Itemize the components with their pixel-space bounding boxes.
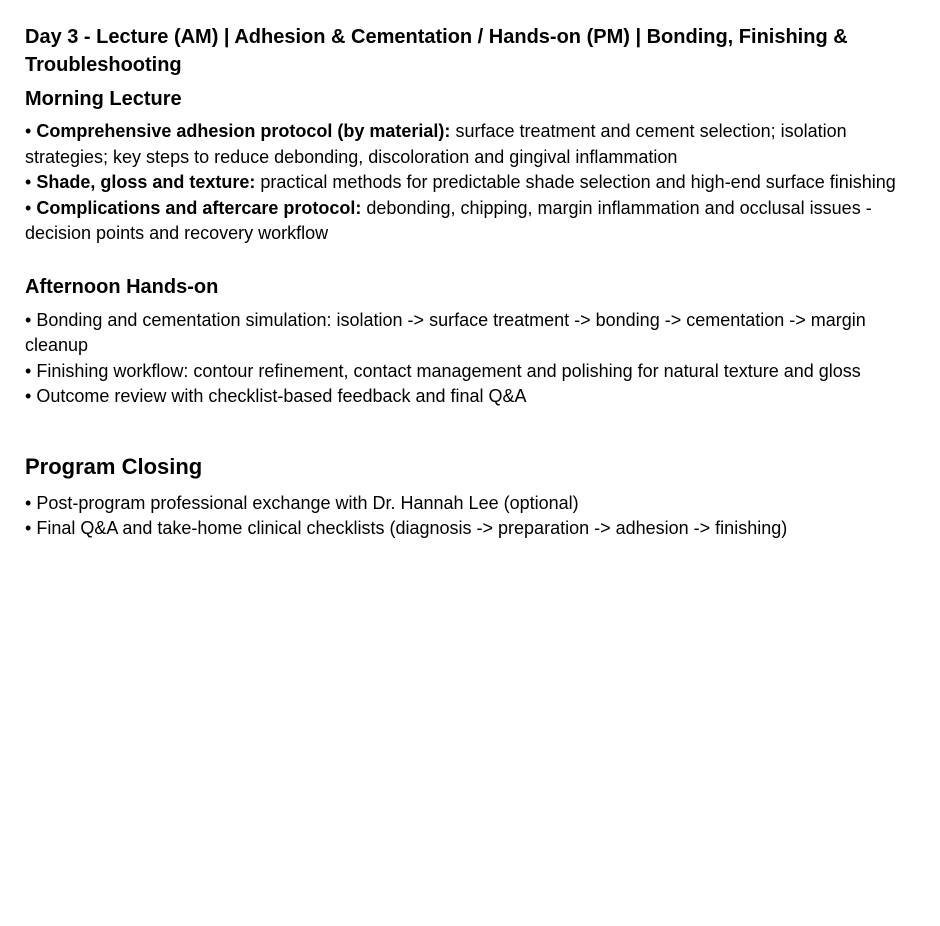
- bullet-icon: •: [25, 386, 32, 406]
- bullet-icon: •: [25, 360, 32, 381]
- program-closing-heading: Program Closing: [25, 453, 203, 479]
- morning-lecture-heading: Morning Lecture: [25, 88, 182, 110]
- list-item: [25, 308, 914, 359]
- item-text: Outcome review with checklist-based feedback and final Q&A: [36, 386, 527, 406]
- morning-lecture-list: [25, 119, 914, 247]
- list-item: [25, 384, 914, 410]
- list-item: [25, 516, 914, 542]
- bullet-icon: •: [25, 121, 32, 141]
- item-text: Finishing workflow: contour refinement, contact management and polishing for natural texture and gloss: [36, 360, 861, 381]
- bullet-icon: •: [25, 492, 32, 513]
- item-lead: Shade, gloss and texture:: [36, 172, 256, 192]
- item-text: debonding, chipping, margin inflammation and occlusal issues - decision points and recovery workflow: [25, 197, 872, 243]
- item-text: Bonding and cementation simulation: isolation -> surface treatment -> bonding -> cementation -> margin cleanup: [25, 309, 866, 355]
- list-item: [25, 196, 914, 247]
- item-text: Post-program professional exchange with Dr. Hannah Lee (optional): [36, 492, 579, 513]
- item-text: surface treatment and cement selection; isolation strategies; key steps to reduce debonding, discoloration and gingival inflammation: [25, 121, 847, 167]
- bullet-icon: •: [25, 197, 32, 218]
- program-closing-list: [25, 491, 914, 542]
- item-lead: Complications and aftercare protocol:: [36, 197, 362, 218]
- day-title: Day 3 - Lecture (AM) | Adhesion & Cementation / Hands-on (PM) | Bonding, Finishing & Troubleshooting: [25, 26, 848, 76]
- bullet-icon: •: [25, 309, 32, 330]
- list-item: [25, 119, 914, 170]
- item-text: Final Q&A and take-home clinical checklists (diagnosis -> preparation -> adhesion -> finishing): [36, 518, 788, 538]
- afternoon-hands-on-heading: Afternoon Hands-on: [25, 275, 219, 298]
- item-lead: Comprehensive adhesion protocol (by material):: [36, 121, 451, 141]
- afternoon-hands-on-list: [25, 308, 914, 410]
- bullet-icon: •: [25, 518, 32, 538]
- list-item: [25, 359, 914, 385]
- bullet-icon: •: [25, 172, 32, 192]
- list-item: [25, 170, 914, 196]
- list-item: [25, 491, 914, 517]
- item-text: practical methods for predictable shade selection and high-end surface finishing: [260, 172, 896, 192]
